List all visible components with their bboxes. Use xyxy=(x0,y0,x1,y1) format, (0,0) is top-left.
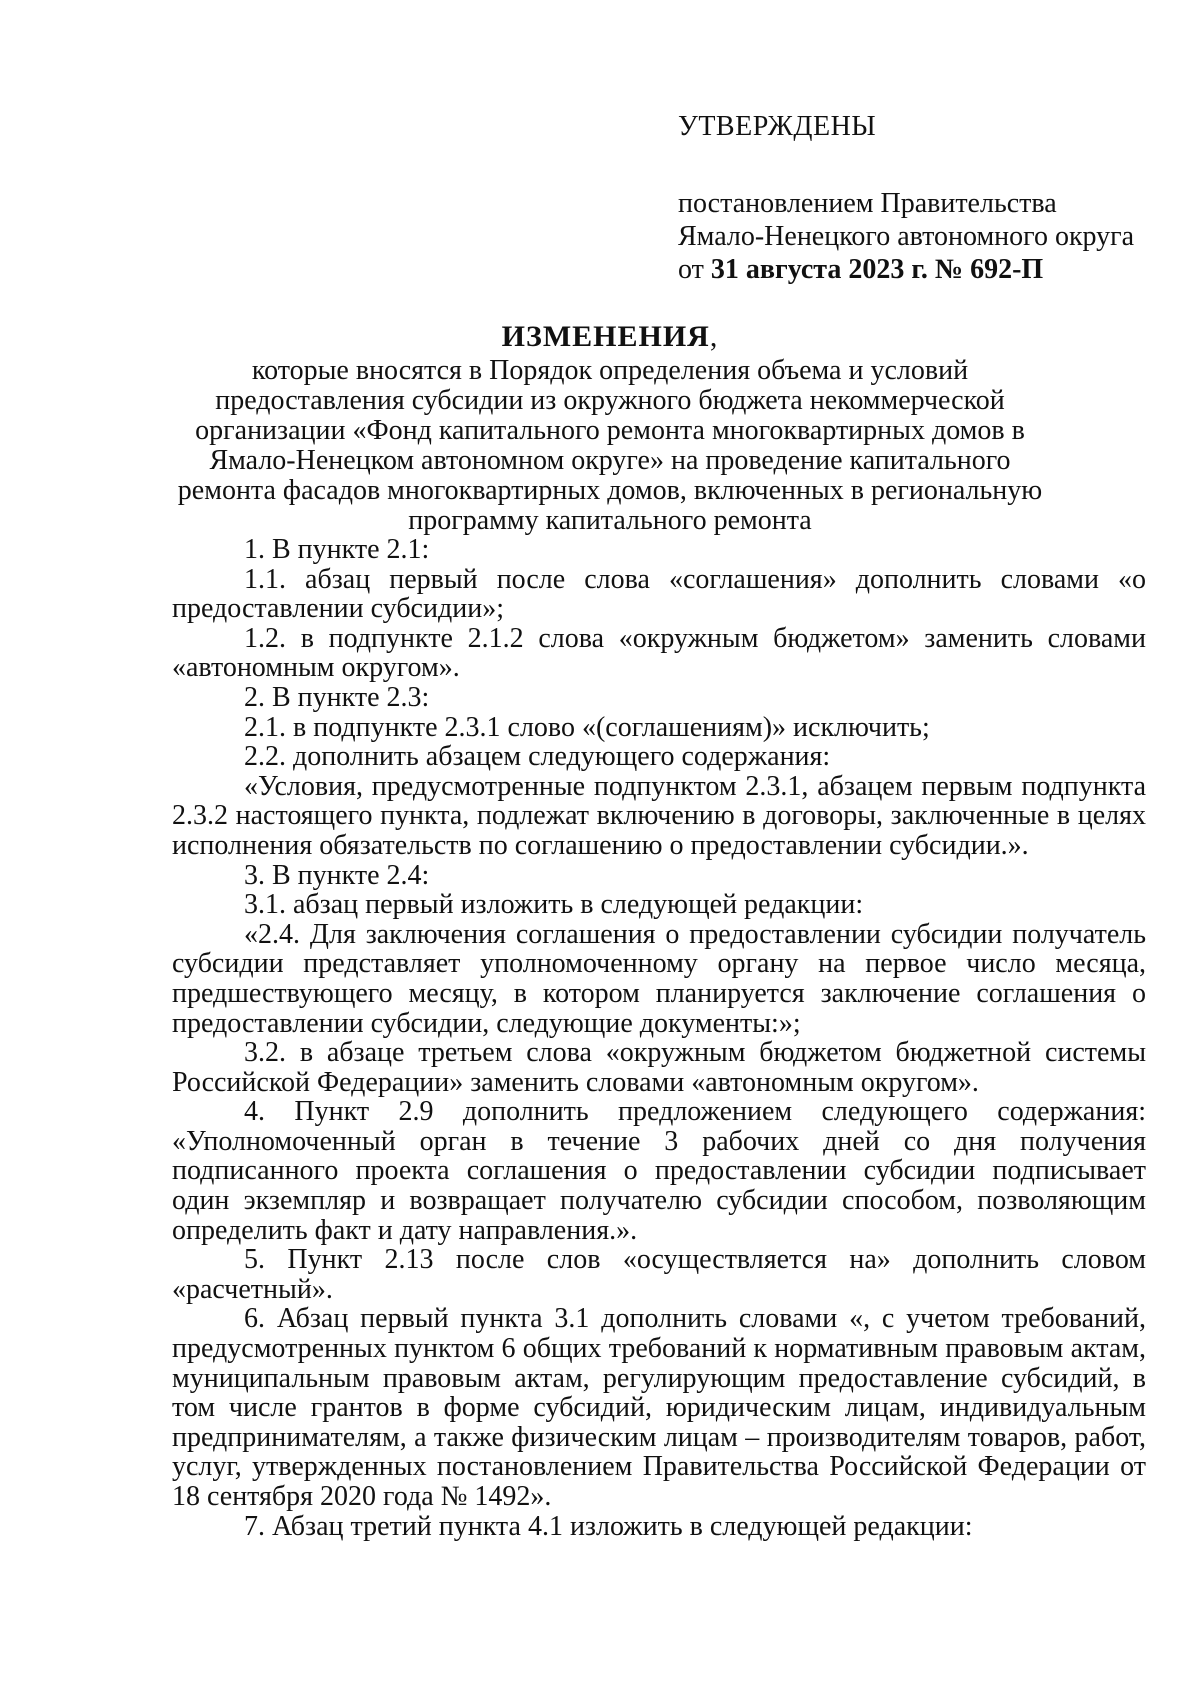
paragraph: «Условия, предусмотренные подпунктом 2.3.1, абзацем первым подпункта 2.3.2 настоящего пункта, подлежат включению в договоры, заключенные в целях исполнения обязательств по соглашению о предоставлении субсидии.». xyxy=(172,770,1146,861)
paragraph: 1. В пункте 2.1: xyxy=(244,534,430,565)
paragraph: «2.4. Для заключения соглашения о предоставлении субсидии получатель субсидии представляет уполномоченному органу на первое число месяца, предшествующего месяцу, в котором планируется заключение соглашения о предоставлении субсидии, следующие документы:»; xyxy=(172,918,1146,1039)
paragraph: 1.2. в подпункте 2.1.2 слова «окружным бюджетом» заменить словами «автономным округом». xyxy=(172,622,1146,684)
paragraph: 3.2. в абзаце третьем слова «окружным бюджетом бюджетной системы Российской Федерации» заменить словами «автономным округом». xyxy=(172,1037,1146,1098)
paragraph: 1.1. абзац первый после слова «соглашения» дополнить словами «о предоставлении субсидии»; xyxy=(172,563,1146,625)
approval-date-prefix: от xyxy=(678,254,711,285)
paragraph: 6. Абзац первый пункта 3.1 дополнить словами «, с учетом требований, предусмотренных пунктом 6 общих требований к нормативным правовым актам, муниципальным правовым актам, регулирующим предоставление субсидий, в том числе грантов в форме субсидий, юридическим лицам, индивидуальным предпринимателям, а также физическим лицам – производителям товаров, работ, услуг, утвержденных постановлением Правительства Российской Федерации от 18 сентября 2020 года № 1492». xyxy=(172,1303,1146,1512)
document-subtitle: которые вносятся в Порядок определения объема и условий предоставления субсидии из окружного бюджета некоммерческой организации «Фонд капитального ремонта многоквартирных домов в Ямало-Ненецком автономном округе» на проведение капитального ремонта фасадов многоквартирных домов, включенных в региональную программу капитального ремонта xyxy=(177,355,1043,536)
paragraph: 5. Пункт 2.13 после слов «осуществляется на» дополнить словом «расчетный». xyxy=(172,1244,1146,1305)
approval-line-2: Ямало-Ненецкого автономного округа xyxy=(678,221,1135,252)
heading-text: ИЗМЕНЕНИЯ xyxy=(501,320,710,353)
document-heading xyxy=(170,322,1050,352)
approval-line-1: постановлением Правительства xyxy=(678,188,1057,219)
approval-date-line xyxy=(678,253,1158,286)
paragraph: 4. Пункт 2.9 дополнить предложением следующего содержания: «Уполномоченный орган в течение 3 рабочих дней со дня получения подписанного проекта соглашения о предоставлении субсидии подписывает один экземпляр и возвращает получателю субсидии способом, позволяющим определить факт и дату направления.». xyxy=(172,1096,1146,1246)
document-title-block xyxy=(170,322,1050,536)
paragraph: 2.1. в подпункте 2.3.1 слово «(соглашениям)» исключить; xyxy=(244,711,930,743)
approval-date-number: 31 августа 2023 г. № 692-П xyxy=(710,254,1044,285)
paragraph: 2.2. дополнить абзацем следующего содержания: xyxy=(244,741,831,773)
approval-block xyxy=(678,110,1158,286)
paragraph: 2. В пункте 2.3: xyxy=(244,681,430,713)
paragraph: 7. Абзац третий пункта 4.1 изложить в следующей редакции: xyxy=(244,1510,973,1542)
approved-label: УТВЕРЖДЕНЫ xyxy=(678,111,877,142)
paragraph: 3.1. абзац первый изложить в следующей редакции: xyxy=(244,889,864,921)
document-body xyxy=(172,535,1146,1541)
paragraph: 3. В пункте 2.4: xyxy=(244,859,430,891)
heading-comma: , xyxy=(709,320,719,353)
